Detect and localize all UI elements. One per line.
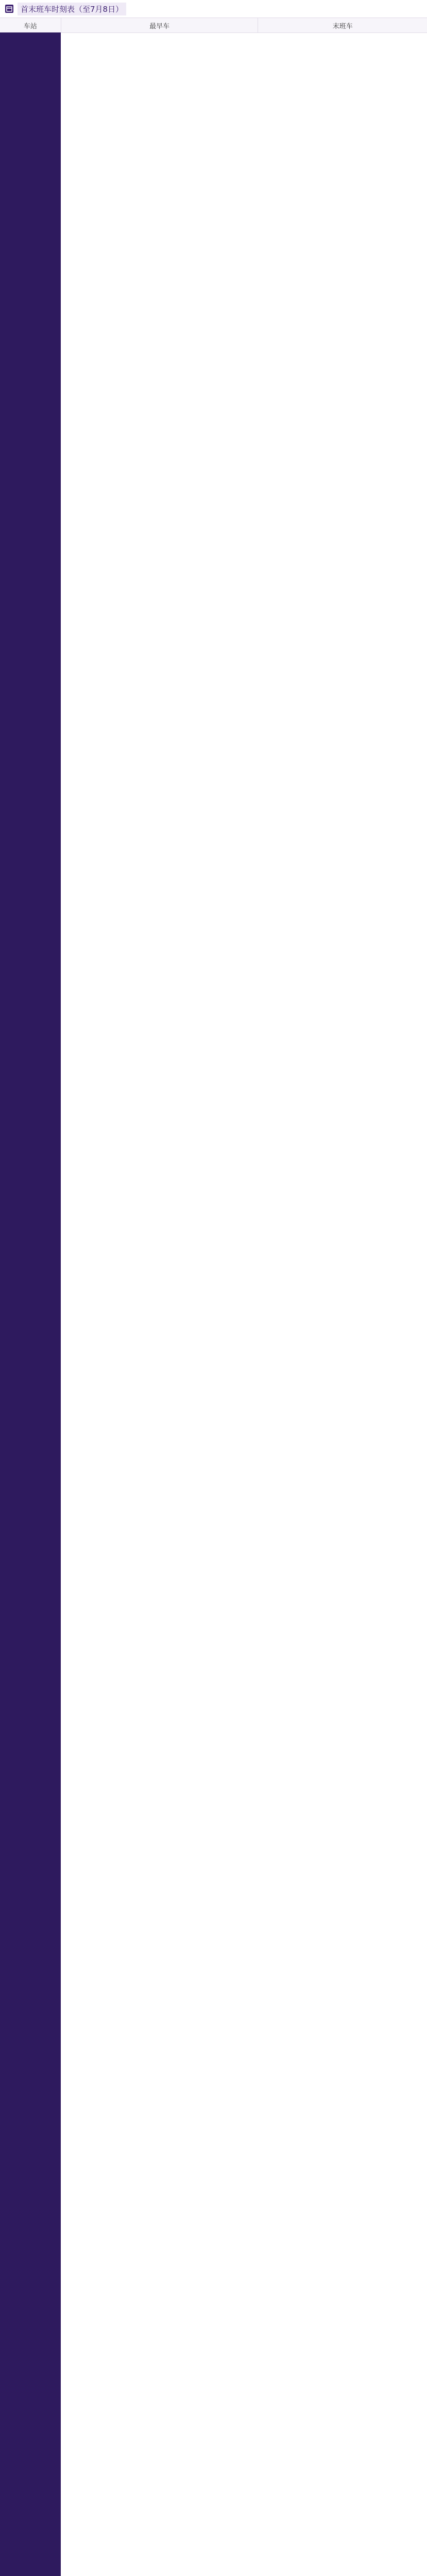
station-column-header: 车站 (0, 18, 61, 32)
page-title: 首末班车时刻表（至7月8日） (18, 3, 126, 15)
title-bar (0, 0, 427, 18)
calendar-icon (5, 5, 13, 13)
first-train-column-header: 最早车 (61, 18, 259, 32)
station-sidebar (0, 32, 61, 2576)
timetable-header (0, 18, 427, 33)
last-train-column-header: 末班车 (332, 22, 353, 30)
timetable-page (0, 0, 427, 33)
